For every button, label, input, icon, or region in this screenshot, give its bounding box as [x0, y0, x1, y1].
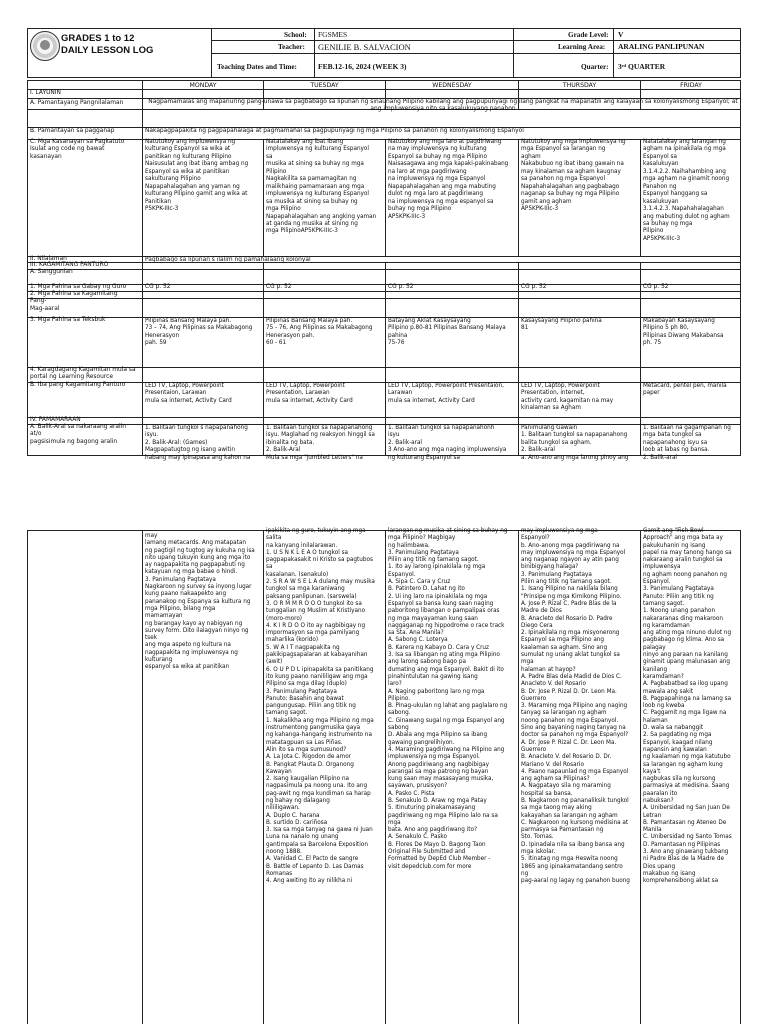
- balik-aral-monday: 1. Balitaan tungkol s napapanahong isyu. 2. Balik-Aral: (Games) Magpapatugtog ng isang awitin habang may ipinapasa ang kahon na: [145, 425, 251, 461]
- label-pamamaraan: IV. PAMAMARAAN: [30, 417, 81, 423]
- label-kagamitang-pang-mag-aaral: 2. Mga Pahina sa Kagamitang Pang- Mag-aaral: [30, 291, 118, 312]
- gabay-thursday: CG p. 52: [521, 284, 547, 290]
- balik-aral-tuesday-cont: ipakikita ng guro, tukuyin ang mga salita na kanyang inilalarawan. 1. U S N K L E A O tungkol sa pagpapakasakit ni Kristo sa pagtubos sa kasalanan. (senakulo) 2. S R A W S E L A dulang may musika tungkol sa mga karaniwang paksang panlipunan. (sarswela) 3. O R M M R O O O tungkol ito sa tunggalian ng Muslim at Kristiyano (moro-moro) 4. K I R D O O ito ay nagbibigay ng impormasyon sa mga pamilyang maharlika (korido) 5. W A I T nagpapakita ng pakikipagsapalaran at kabayanihan (awit) 6. O U P D L ipinapakita sa panitikang ito kung paano nanililigaw ang mga Pilipino sa mga dilag (duplo) 3. Panimulang Pagtataya Panuto: Basahin ang bawat pangungusap. Piliin ang titik ng tamang sagot. 1. Nakalikha ang mga Pilipino ng mga instrumentong pangmusika gaya ng kahanga-hangang instrumento na matatagpuan sa Las Piñas. Alin ito sa mga sumusunod? A. La Jota C. Rigodon de amor B. Pangkat Plauta D. Organong Kawayan 2. Isang kaugalian Pilipino na nagpasimula pa noong una. Ito ang pag-awit ng mga kundiman sa harap ng bahay ng dalagang niliiligawan. A. Duplo C. harana B. surtido D. cariñosa 3. Isa sa mga tanyag na gawa ni Juan Luna na nanalo ng unang gantimpala sa Barcelona Exposition noong 1888. A. Vanidad C. El Pacto de sangre B. Battle of Lepanto D. Las Damas Romanas 4. Ang awiting ito ay nilikha ni: [266, 528, 375, 885]
- school-label: School:: [284, 31, 307, 39]
- teksbuk-thursday: Kasaysayang Pilipino pahina 81: [521, 318, 602, 332]
- deped-seal-icon: [30, 31, 60, 61]
- school-value: FGSMES: [318, 30, 348, 39]
- label-sanggunian: A. Sanggunian: [30, 269, 73, 275]
- iba-pang-tuesday: LED TV, Laptop, Powerpoint Presentation, Larawan mula sa internet, Activity Card: [266, 383, 353, 404]
- quarter-label: Quarter:: [581, 63, 609, 71]
- lesson-table: [27, 80, 741, 461]
- kasanayan-monday: Natutukoy ang impluwensya ng kulturang Espanyol sa wika at panitikan ng kulturang Pilipino Naisusulat ang ibat ibang ambag ng Espanyol sa wika at panitikan sakulturang Pilipino Napapahalagahan ang yaman ng kulturang Pilipino gamit ang wika at Panitikan P5KPK-IIIc-3: [145, 139, 249, 213]
- gabay-monday: CG p. 52: [145, 284, 171, 290]
- iba-pang-friday: Metacard, pentel pen, manila paper: [643, 383, 727, 397]
- iba-pang-thursday: LED TV, Laptop, Powerpoint Presentation, internet, activity card, kagamitan na may kinalaman sa Agham: [521, 383, 614, 412]
- day-header-wednesday: WEDNESDAY: [432, 82, 472, 89]
- balik-aral-tuesday: 1. Balitaan tungkol sa napapanahong isyu. Maglahad ng reaksyon hinggil sa ibinalita ng bata. 2. Balik-Aral Mula sa mga "jumbled Letters" na: [266, 425, 375, 461]
- label-nilalaman: II. Nilalaman: [30, 256, 67, 262]
- kasanayan-thursday: Natutukoy ang mga impluwensya ng mga Espanyol sa larangan ng agham Nakabubuo ng ibat ibang gawain na may kinalaman sa agham kaugnay sa panahon ng mga Espanyol Napahahalagahan ang pagbabago naganap sa buhay ng mga Pilipino gamit ang agham AP5KPK-IIIc-3: [521, 139, 626, 213]
- title-line2: DAILY LESSON LOG: [61, 45, 154, 56]
- day-header-friday: FRIDAY: [680, 82, 702, 89]
- label-kagamitang-panturo: III. KAGAMITANG PANTURO: [30, 262, 109, 268]
- nilalaman-text: Pagbabago sa lipunan s ilalim ng pamahalaang kolonyal: [145, 257, 311, 263]
- teacher-value: GENILIE B. SALVACION: [318, 42, 411, 52]
- label-teksbuk: 3. Mga Pahina sa Teksbuk: [30, 317, 106, 323]
- label-pamantayang-pangnilalaman: A. Pamantayang Pangnilalaman: [30, 100, 124, 106]
- day-header-monday: MONDAY: [189, 82, 217, 89]
- balik-aral-thursday: Panimulang Gawain 1. Balitaan tungkol sa napapanahong balita tungkol sa agham. 2. Balik-aral a. Ano-ano ang mga larong pinoy ang: [521, 425, 629, 461]
- dates-value: FEB.12-16, 2024 (WEEK 3): [318, 62, 407, 71]
- balik-aral-thursday-cont: may impluwensiya ng mga Espanyol? b. Ano-anong mga pagdiriwang na may impluwensiya ng mga Espanyol ang naganap ngayon ay atin pang binibigyang halaga? 3. Panimulang Pagtataya Piliin ang titik ng tamang sagot. 1. Isang Pilipino na nakilala bilang "Prinsipe ng mga Kimikong Pilipino. A. Jose P. Rizal C. Padre Blas de la Madre de Dios B. Anacleto del Rosario D. Padre Diego Cera 2. Ipinakilala ng mga misyonerong Espanyol sa mga Pilipino ang kaalaman sa agham. Sino ang sumulat ng unang aklat tungkol sa mga halaman at hayop? A. Padre Blas dela Madid de Dios C. Anacleto V. del Rosario B. Dr. Jose P. Rizal D. Dr. Leon Ma. Guerrero 3. Maraming mga Pilipino ang naging tanyag sa larangan ng agham noong panahon ng mga Espanyol. Sino ang bayaning naging tanyag na doctor sa panahon ng mga Espanyol? A. Dr. Jose P. Rizal C. Dr. Leon Ma. Guerrero B. Anacleto V. del Rosario D. Dr. Mariano V. del Rosario 4. Paano napaunlad ng mga Espanyol ang agham sa Pilipinas? A. Nagpatayo sila ng maraming hospital sa bansa. B. Nagkaroon ng pananaliksik tungkol sa mga taong may aking kakayahan sa larangan ng agham C. Nagkaroon ng kursong medisina at parmasya sa Pamantasan ng Sto. Tomas. D. Ipinadala nila sa ibang bansa ang mga iskolar. 5. Itinatag ng mga Heswita noong 1865 ang ipinakamatandang sentro ng pag-aaral ng lagay ng panahon buong: [521, 528, 630, 885]
- pamantayan-sa-pagganap-text: Nakapagpapakita ng pagpapahalaga at pagmamahal sa pagpupunyagi ng mga Pilipino sa panahon ng kolonyalismong Espanyol: [145, 128, 524, 134]
- label-karagdagang-kagamitan: 4. Karagdagang Kagamitan mula sa portal ng Learning Resource: [30, 367, 136, 381]
- area-label: Learning Area:: [558, 43, 606, 51]
- kasanayan-wednesday: Natutukoy ang mga laro at pagdiriwang na may impluwensya ng kulturang Espanyol sa buhay ng mga Pilipino Naisasagawa ang mga kapaki-pakinabang na laro at mga pagdiriwang na impluwensya ng mga Espanyol Napapahalagahan ang mga mabuting dulot ng mga laro at pagdiriwang na impluwensya ng mga espanyol sa buhay ng mga Pilipino AP5KPK-IIIc-3: [388, 139, 509, 220]
- grade-label: Grade Level:: [568, 31, 609, 39]
- label-layunin: I. LAYUNIN: [30, 90, 61, 96]
- label-balik-aral: A. Balik-Aral sa nakaraang aralin at/o pagsisimula ng bagong aralin: [30, 424, 127, 445]
- iba-pang-wednesday: LED TV, Laptop, Powerpoint Presentaion, Larawan mula sa internet, Activity Card: [388, 383, 504, 404]
- label-pamantayan-sa-pagganap: B. Pamantayan sa pagganap: [30, 128, 115, 134]
- kasanayan-tuesday: Natatalakay ang ibat ibang impluwensya ng kulturang Espanyol sa musika at sining sa buhay ng mga Pilipino Nagkakilita sa pamamagitan ng malikhaing pamamaraan ang mga impluwensya ng kulturang Espanyol sa musika at sining sa buhay ng mga Pilipino Napapahalagahan ang angking yaman at ganda ng musika at sining ng mga PilipinoAP5KPK-IIIc-3: [266, 139, 377, 235]
- header-block: [27, 28, 741, 78]
- teacher-label: Teacher:: [278, 43, 305, 51]
- balik-aral-monday-cont: may lamang metacards. Ang matapatan ng pagtigil ng tugtog ay kukuha ng isa nito upang tukuyin kung ang mga ito ay nagpapakita ng pagpapabuti ng katayuan ng mga babae o hindi. 3. Panimulang Pagtataya Nagkaroon ng survey sa inyong lugar kung paano nakaapekto ang pananakop ng Espanya sa kultura ng mga Pilipino, bilang mga mamamayan ng barangay kayo ay nabigyan ng survey form. Dito ilalagyan ninyo ng tsek ang mga aspeto ng kultura na nagpapakita ng impluwensya ng kulturang espanyol sa wika at panitikan: [145, 533, 255, 671]
- iba-pang-monday: LED TV, Laptop, Powerpoint Presentaion, Larawan mula sa internet, Activity Card: [145, 383, 232, 404]
- lesson-table-continued: [27, 530, 741, 1024]
- pamantayang-pangnilalaman-text: Nagpamamalas ang mapanuring pang-unawa sa pagbabago sa lipunan ng sinaunang Pilipino kabilang ang pagpupunyagi ng ilang pangkat na mapanatili ang kalayaan sa kolonyalismong Espanyol; at ang impluwensiya nito sa kasalukuyang panahon: [148, 99, 738, 112]
- quarter-value: 3ʳᵈ QUARTER: [618, 62, 666, 71]
- gabay-wednesday: CG p. 52: [388, 284, 414, 290]
- balik-aral-friday: 1. Balitaan na gagampanan ng mga bata tungkol sa napapanahong isyu sa loob at labas ng bansa. 2. Balik-aral: [643, 425, 731, 461]
- dates-label: Teaching Dates and Time:: [217, 63, 297, 71]
- day-header-tuesday: TUESDAY: [310, 82, 339, 89]
- gabay-tuesday: CG p. 52: [266, 284, 292, 290]
- balik-aral-friday-cont: Gamit ang "Fish Bowl Approach" ang mga bata ay pakukuhanin ng isang papel na may tanong hango sa nakaraang aralin tungkol sa impluwensya ng agham noong panahon ng Espanyol. 3. Panimulang Pagtataya Panuto: Piliin ang titik ng tamang sagot. 1. Noong unang panahon nakararanas ding makaroon ng karamdaman ang ating mga ninuno dulot ng pagbabago ng klima. Ano sa palagay ninyo ang paraan na kanilang ginamit upang malunasan ang kanilang karamdaman? A. Pagbabatbad sa ilog upang mawala ang sakit B. Pagpapahinga na lamang sa loob ng kweba C. Paggamit ng mga ligaw na halaman D. wala sa nabanggit 2. Sa pagdating ng mga Espanyol, kaagad nilang napansin ang kawalan ng kaalaman ng mga katutubo sa larangan ng agham kung kaya't nagbukas sila ng kursong parmasiya at medisina. Saang paaralan ito nabuksan? A. Unibersidad ng San Juan De Letran B. Pamantasan ng Ateneo De Manila C. Unibersidad ng Santo Tomas D. Pamantasan ng Pilipinas 3. Ano ang ginawang tukbang ni Padre Blas de la Madre de Dios upang makabuo ng isang komprehensibong aklat sa: [643, 528, 732, 885]
- balik-aral-wednesday: 1. Balitaan tungkol sa napapanahonh isyu 2. Balik-aral 3 Ano-ano ang mga naging impluwensiya ng kulturang Espanyol sa: [388, 425, 507, 461]
- label-iba-pang-kagamitan: B. Iba pang Kagamitang Panturo: [30, 382, 126, 388]
- grade-value: V: [618, 30, 624, 39]
- teksbuk-tuesday: Pilipinas Bansang Malaya pah. 75 - 76, Ang Pilipinas sa Makabagong Henerasyon pah. 60 - 61: [266, 318, 373, 347]
- balik-aral-wednesday-cont: larangan ng musika at sining sa buhay ng mga Pilipino? Magbigay ng halimbawa. 3. Panimulang Pagtataya Piliin ang titik ng tamang sagot. 1. Ito ay larong ipinakilala ng mga Espanyol. A. Sipa C. Cara y Cruz B. Patintero D. Lahat ng ito 2. Ui ing laro na ipinakilala ng mga Espanyol sa bansa kung saan naging paboritong libangan o pampalipas oras ng mga mayayaman kung saan naggaganap ng hippodrome o race track sa Sta. Ana Manila? A. Sabong C. Loterya B. Karera ng Kabayo D. Cara y Cruz 3. Isa sa libangan ng ating mga Pilipino ang larong sabong bago pa dumating ang mga Espanyol. Bakit di ito pinahintulutan na gawing isang laro? A. Naging paboritong laro ng mga Pilipino. B. Pinag-ukulan ng lahat ang paglalaro ng sabong. C. Ginawang sugal ng mga Espanyol ang sabong D. Abala ang mga Pilipino sa ibang gawaing pangrelihiyon. 4. Maraming pagdiriwang na Pilipino ang impluwensiya ng mga Espanyol. Anong pagdiriwang ang nagbibigay parangal sa mga patrong ng bayan kung saan may masasayang musika, sayawan, prusisyon? A. Pasko C. Pista B. Senakulo D. Araw ng mga Patay 5. Itinuturing pinakamasayang pagdiriwang ng mga Pilipino lalo na sa mga bata. Ano ang pagdiriwang ito? A. Senakulo C. Pasko B. Flores De Mayo D. Bagong Taon Original File Submitted and Formatted by DepEd Club Member - visit depedclub.com for more: [388, 528, 508, 870]
- teksbuk-friday: Makabayan Kasaysayang Pilipino 5 ph 80, Pilipinas Diwang Makabansa ph. 75: [643, 318, 724, 347]
- label-kasanayan: C. Mga Kasanayan sa Pagkatuto Isulat ang code ng bawat kasanayan: [30, 139, 125, 160]
- title-line1: GRADES 1 to 12: [61, 33, 135, 44]
- gabay-friday: CG p. 52: [643, 284, 669, 290]
- day-header-thursday: THURSDAY: [562, 82, 597, 89]
- label-gabay-ng-guro: 1. Mga Pahina sa Gabay ng Guro: [30, 284, 127, 290]
- teksbuk-monday: Pilipinas Bansang Malaya pah. 73 – 74, Ang Pilipinas sa Makabagong Henerasyon pah. 59: [145, 318, 253, 347]
- teksbuk-wednesday: Batayang Aklat Kasaysayang Pilipino p.80-81 Pilipinas Bansang Malaya pahina 75-76: [388, 318, 506, 347]
- kasanayan-friday: Natatalakay ang larangan ng agham na ipinakilala ng mga Espanyol sa kasalukuyan 3.1.4.2.2. Naihahambing ang mga agham na ginamit noong Panahon ng Espanyol hanggang sa kasalukuyan 3.1.4.2.3. Napahahalagahan ang mabuting dulot ng agham sa buhay ng mga Pilipino AP5KPK-IIIc-3: [643, 139, 730, 242]
- area-value: ARALING PANLIPUNAN: [618, 42, 705, 51]
